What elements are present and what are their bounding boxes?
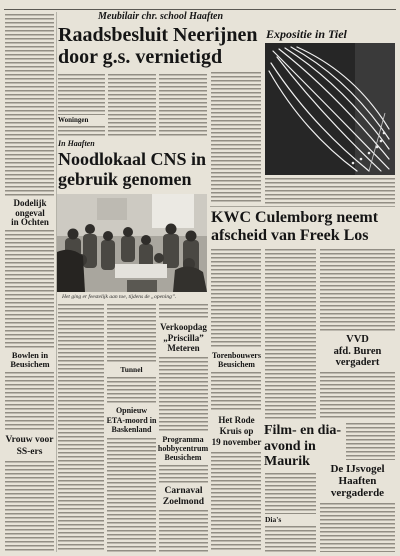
headline-programma: [157, 435, 209, 462]
headline-line: KWC Culemborg neemt: [211, 209, 379, 226]
headline-line: Programma: [162, 435, 204, 444]
headline-line: Expositie in Tiel: [266, 27, 347, 41]
headline-line: ETA-moord in: [106, 415, 157, 425]
kicker-text: Meubilair chr. school Haaften: [97, 11, 223, 22]
article-body-text: [320, 249, 395, 331]
photo-school-opening: [57, 194, 207, 292]
article-body-text: [265, 249, 316, 419]
article-body-text: [5, 461, 54, 552]
article-body-text: [5, 372, 54, 432]
headline-line: Raadsbesluit Neerijnen: [58, 24, 258, 46]
article-body-text: [5, 230, 54, 348]
headline-line: SS-ers: [16, 446, 43, 457]
headline-line: Verkoopdag: [160, 322, 207, 332]
article-body-text: [58, 126, 105, 137]
headline-line: Film- en dia-: [264, 423, 341, 438]
article-body-text: [159, 304, 208, 319]
headline-line: afd. Buren: [333, 345, 382, 357]
headline-line: VVD: [346, 334, 369, 345]
article-body-text: [107, 304, 156, 364]
headline-line: hobbycentrum: [157, 444, 209, 453]
headline-bowlen: [5, 351, 55, 369]
headline-line: Meteren: [167, 343, 200, 353]
photo-exposition-artwork: [265, 43, 395, 175]
article-body-text: [211, 372, 261, 412]
photo-caption: Het ging er feestelijk aan toe, tijdens de „opening”.: [62, 294, 177, 300]
article-body-text: [265, 473, 316, 514]
headline-line: Beusichem: [218, 360, 255, 369]
article-body-text: [211, 452, 261, 552]
article-body-text: [211, 72, 261, 204]
headline-line: vergaderde: [330, 487, 385, 499]
article-body-text: [320, 503, 395, 552]
headline-line: „Priscilla”: [163, 332, 204, 343]
article-body-text: [320, 372, 395, 420]
kicker-meubilair: [58, 11, 263, 22]
kicker-text: In Haaften: [58, 139, 95, 148]
headline-carnaval: [159, 486, 208, 507]
article-body-text: [211, 249, 261, 348]
article-body-text: [159, 357, 208, 432]
article-body-text: [159, 510, 208, 552]
headline-line: Torenbouwers: [212, 351, 261, 360]
article-body-text: [58, 74, 105, 115]
subhead-dias: [265, 516, 316, 524]
article-body-text: [346, 423, 395, 460]
headline-rode-kruis: [210, 415, 263, 448]
article-body-text: [108, 74, 156, 137]
article-body-text: [159, 74, 207, 137]
article-body-text: [107, 377, 156, 403]
headline-line: Het Rode: [218, 415, 255, 425]
headline-line: Maurik: [264, 454, 310, 469]
headline-line: Zoelmond: [162, 496, 205, 507]
headline-expositie: [266, 28, 394, 41]
headline-torenbouwers: [211, 351, 262, 369]
headline-line: Opnieuw: [115, 406, 148, 415]
article-body-text: [58, 304, 104, 552]
headline-line: 19 november: [211, 437, 262, 447]
headline-vrouw: [4, 435, 55, 458]
headline-line: in Ochten: [11, 217, 49, 227]
headline-eta: [105, 406, 158, 435]
article-body-text: [159, 465, 208, 483]
headline-verkoopdag: [159, 322, 208, 354]
kicker-in-haaften: [58, 139, 138, 148]
photo-caption-text: [265, 178, 395, 204]
subhead-text: Dia's: [265, 515, 282, 524]
headline-ijsvogel: [320, 463, 395, 499]
headline-line: Baskenland: [111, 425, 152, 434]
subhead-text: Tunnel: [120, 365, 143, 374]
headline-raadsbesluit: [58, 24, 263, 68]
headline-line: door g.s. vernietigd: [58, 46, 223, 68]
headline-line: Carnaval: [164, 486, 203, 496]
headline-line: Beusichem: [164, 453, 202, 462]
headline-kwc: [211, 209, 395, 245]
headline-line: De IJsvogel: [330, 463, 385, 475]
headline-line: vergadert: [335, 357, 380, 368]
headline-line: afscheid van Freek Los: [211, 227, 369, 244]
top-rule: [4, 9, 396, 10]
headline-noodlokaal: [58, 149, 210, 189]
headline-vvd: [320, 334, 395, 369]
subhead-tunnel: [107, 366, 156, 374]
headline-line: Dodelijk: [13, 198, 47, 208]
article-body-text: [5, 14, 54, 196]
headline-line: Kruis op: [219, 426, 254, 436]
headline-line: Beusichem: [10, 359, 50, 369]
headline-line: Noodlokaal CNS in: [58, 149, 207, 169]
headline-line: gebruik genomen: [58, 169, 192, 189]
subhead-woningen: [58, 116, 105, 124]
section-rule: [210, 206, 395, 207]
headline-line: Vrouw voor: [5, 435, 54, 445]
article-body-text: [107, 438, 156, 552]
headline-line: avond in: [264, 438, 316, 454]
headline-line: ongeval: [15, 207, 45, 218]
headline-line: Haaften: [338, 475, 377, 487]
headline-line: Bowlen in: [11, 350, 49, 360]
subhead-text: Woningen: [58, 116, 89, 124]
headline-ongeval-ochten: [5, 199, 55, 228]
article-body-text: [265, 526, 316, 552]
